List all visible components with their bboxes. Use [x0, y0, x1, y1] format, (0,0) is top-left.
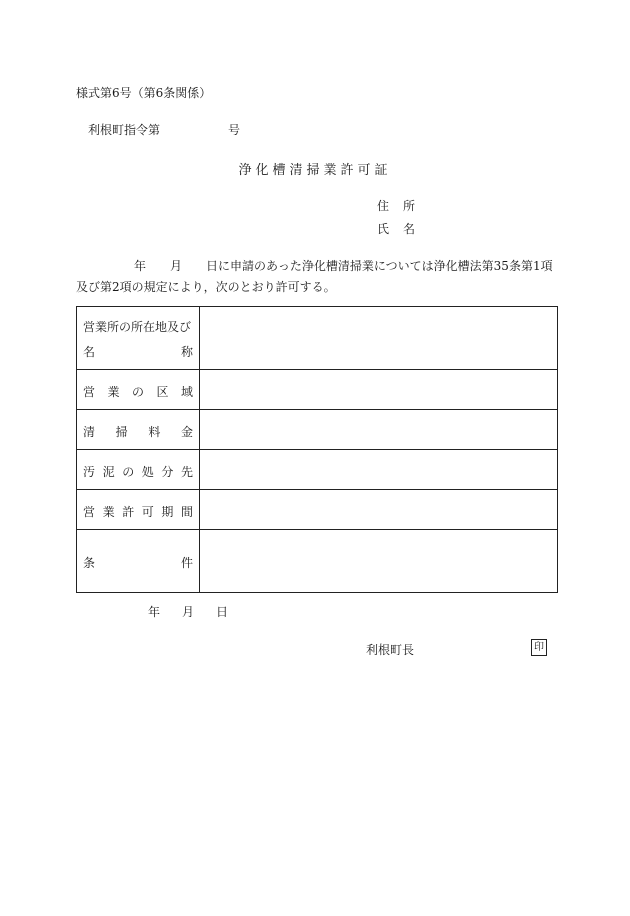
name-char: 氏: [377, 222, 390, 236]
sludge-disposal-value[interactable]: [200, 450, 557, 489]
body-year: 年: [134, 259, 147, 273]
mayor-label: 利根町長: [366, 643, 415, 657]
document-title: 浄化槽清掃業許可証: [238, 163, 392, 178]
office-location-label-line-1: [83, 318, 193, 335]
label-char: の: [131, 385, 144, 399]
label-char: 泥: [102, 465, 115, 479]
permit-table: [76, 306, 558, 593]
label-char: 汚: [83, 465, 96, 479]
label-char: 業: [107, 385, 120, 399]
permit-period-label: [83, 503, 193, 520]
business-area-value[interactable]: [200, 370, 557, 409]
seal-mark: 印: [531, 639, 547, 656]
body-line1-rest: 日に申請のあった浄化槽清掃業については浄化槽法第35条第1項: [206, 259, 553, 273]
label-char: 業: [102, 505, 115, 519]
table-row-cleaning-fee: [77, 410, 557, 450]
sludge-disposal-label: [83, 463, 193, 480]
address-char: 所: [403, 199, 416, 213]
label-cell: [77, 410, 200, 449]
label-char: の: [122, 465, 135, 479]
label-cell: [77, 307, 200, 369]
directive-number-line: [88, 121, 240, 138]
date-year: 年: [148, 605, 161, 619]
label-cell: [77, 450, 200, 489]
permit-period-value[interactable]: [200, 490, 557, 529]
label-cell: [77, 370, 200, 409]
label-char: 域: [180, 385, 193, 399]
label-char: 金: [180, 425, 193, 439]
label-char: 件: [180, 556, 193, 570]
label-char: 営: [83, 505, 96, 519]
label-cell: [77, 530, 200, 592]
conditions-label: [83, 554, 193, 571]
table-row-sludge-disposal: [77, 450, 557, 490]
label-char: 清: [83, 425, 96, 439]
label-char: 掃: [115, 425, 128, 439]
name-label: [377, 220, 415, 237]
table-row-permit-period: [77, 490, 557, 530]
date-day: 日: [216, 605, 229, 619]
name-char: 名: [403, 222, 416, 236]
date-month: 月: [182, 605, 195, 619]
office-location-value[interactable]: [200, 307, 557, 369]
label-char: 名: [83, 345, 96, 359]
label-char: 先: [180, 465, 193, 479]
table-row-conditions: [77, 530, 557, 592]
office-location-label-line-2: [83, 343, 193, 360]
label-char: 期: [161, 505, 174, 519]
label-cell: [77, 490, 200, 529]
table-row-business-area: [77, 370, 557, 410]
conditions-value[interactable]: [200, 530, 557, 592]
label-char: 可: [141, 505, 154, 519]
body-text-line-2: 及び第2項の規定により，次のとおり許可する。: [76, 280, 336, 294]
business-area-label: [83, 383, 193, 400]
label-char: 営: [83, 385, 96, 399]
label-char: 許: [122, 505, 135, 519]
office-location-text: 営業所の所在地及び: [83, 320, 192, 334]
address-char: 住: [377, 199, 390, 213]
label-char: 間: [180, 505, 193, 519]
body-text-line-1: [76, 257, 553, 274]
label-char: 称: [180, 345, 193, 359]
cleaning-fee-label: [83, 423, 193, 440]
directive-prefix: 利根町指令第: [88, 123, 161, 137]
issue-date-line: [148, 603, 228, 620]
label-char: 処: [141, 465, 154, 479]
form-number: 様式第6号（第6条関係）: [76, 86, 212, 100]
label-char: 条: [83, 556, 96, 570]
table-row-office-location: [77, 307, 557, 370]
directive-suffix: 号: [228, 123, 241, 137]
body-month: 月: [170, 259, 183, 273]
label-char: 料: [148, 425, 161, 439]
label-char: 分: [161, 465, 174, 479]
cleaning-fee-value[interactable]: [200, 410, 557, 449]
address-label: [377, 197, 415, 214]
label-char: 区: [156, 385, 169, 399]
